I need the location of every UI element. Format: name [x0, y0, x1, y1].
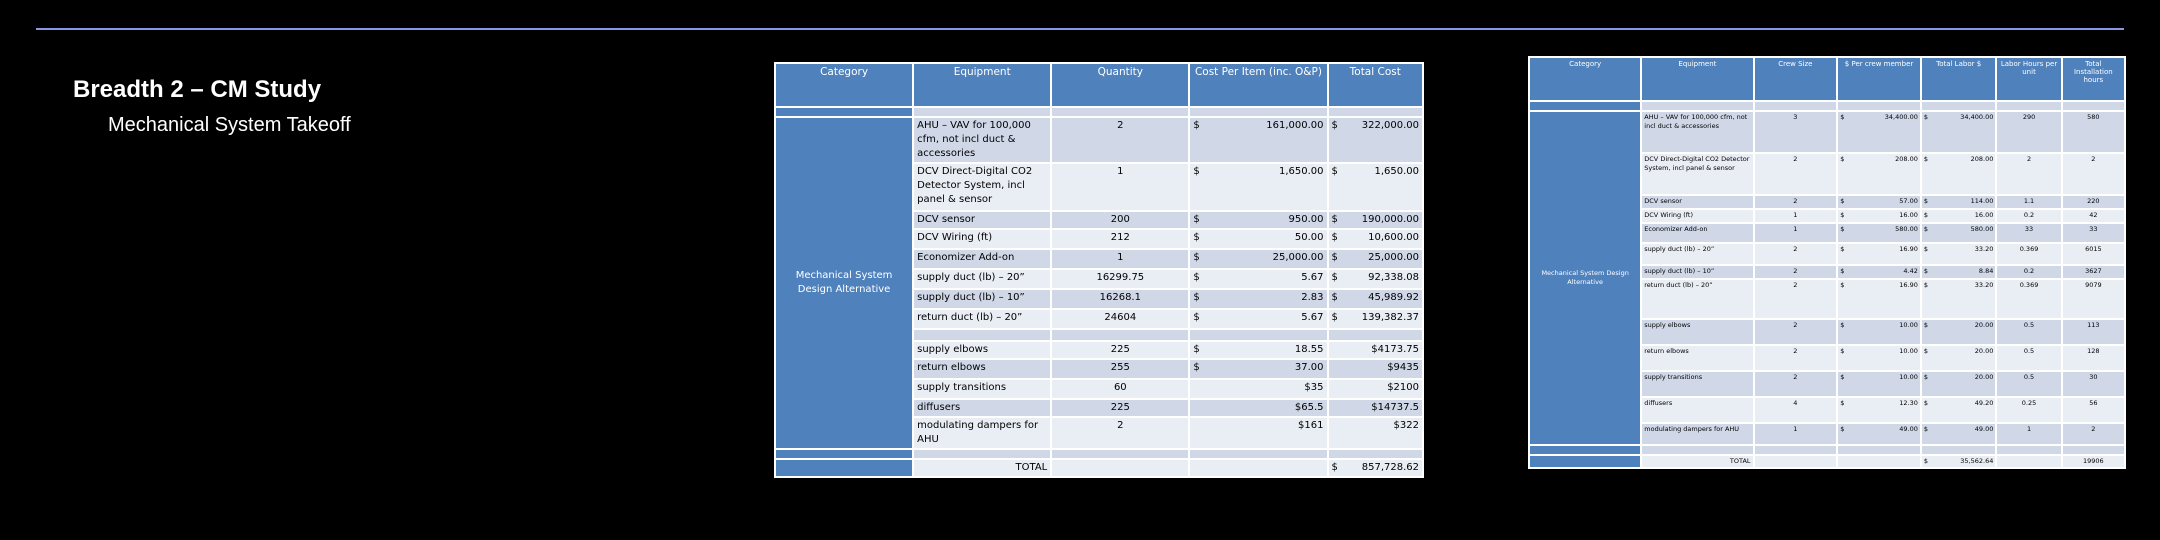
total-cost-cell	[1329, 270, 1423, 288]
per-crew-member-cell-amount: 12.30	[1899, 399, 1918, 407]
total-cost-cell	[1329, 400, 1423, 416]
total-labor-cell	[1922, 398, 1996, 422]
cost-per-item-cell	[1190, 164, 1326, 210]
header-cost-per-item: Cost Per Item (inc. O&P)	[1190, 64, 1326, 106]
equipment-cell: supply elbows	[914, 342, 1050, 358]
spacer-cell	[1190, 330, 1326, 340]
header-per-crew-member: $ Per crew member	[1838, 58, 1920, 100]
per-crew-member-cell-amount: 10.00	[1899, 373, 1918, 381]
cost-per-item-cell-amount: 25,000.00	[1272, 252, 1324, 263]
total-labor-cell	[1922, 280, 1996, 318]
total-cost-cell-amount: 139,382.37	[1361, 312, 1419, 323]
cost-per-item-cell	[1190, 360, 1326, 378]
total-cost-cell-amount: 322,000.00	[1361, 120, 1419, 131]
per-crew-member-cell-amount: 34,400.00	[1884, 113, 1918, 121]
crew-size-cell: 2	[1755, 154, 1837, 194]
per-crew-member-cell	[1838, 112, 1920, 152]
quantity-cell: 2	[1052, 118, 1188, 162]
cost-per-item-cell-amount: $35	[1304, 382, 1324, 393]
equipment-cell: supply duct (lb) – 20”	[1642, 244, 1752, 264]
total-labor-cell	[1922, 196, 1996, 208]
labor-hours-per-unit-cell: 0.369	[1997, 280, 2060, 318]
header-category: Category	[776, 64, 912, 106]
total-cost-cell-currency: $	[1331, 312, 1338, 323]
labor-hours-per-unit-cell: 1.1	[1997, 196, 2060, 208]
total-labor-cell-amount: 20.00	[1974, 347, 1994, 355]
total-empty-cell	[1755, 456, 1837, 467]
spacer-cell	[2063, 102, 2124, 110]
total-cost-cell-amount: $9435	[1387, 362, 1419, 373]
spacer-cell	[914, 330, 1050, 340]
equipment-cell: AHU – VAV for 100,000 cfm, not incl duct & accessories	[1642, 112, 1752, 152]
total-label: TOTAL	[1642, 456, 1752, 467]
equipment-cell: return duct (lb) – 20”	[914, 310, 1050, 328]
labor-hours-per-unit-cell: 0.369	[1997, 244, 2060, 264]
total-cost-cell-currency: $	[1331, 232, 1338, 243]
crew-size-cell: 3	[1755, 112, 1837, 152]
per-crew-member-cell-amount: 49.00	[1899, 425, 1918, 433]
spacer-cell	[776, 108, 912, 116]
total-cost-cell	[1329, 250, 1423, 268]
total-labor-cell-amount: 49.00	[1974, 425, 1994, 433]
cost-per-item-cell-amount: 1,650.00	[1278, 166, 1324, 177]
labor-hours-per-unit-cell: 0.25	[1997, 398, 2060, 422]
per-crew-member-cell-amount: 16.00	[1899, 211, 1918, 219]
per-crew-member-cell-amount: 580.00	[1895, 225, 1918, 233]
per-crew-member-cell	[1838, 280, 1920, 318]
quantity-cell: 2	[1052, 418, 1188, 448]
spacer-cell	[914, 108, 1050, 116]
cost-per-item-cell-amount: 161,000.00	[1266, 120, 1324, 131]
total-cost-cell	[1329, 290, 1423, 308]
cost-per-item-cell-currency: $	[1193, 252, 1200, 263]
quantity-cell: 1	[1052, 250, 1188, 268]
crew-size-cell: 2	[1755, 196, 1837, 208]
total-labor-cell	[1922, 154, 1996, 194]
total-cost-cell	[1329, 418, 1423, 448]
quantity-cell: 60	[1052, 380, 1188, 398]
spacer-cell	[1329, 108, 1423, 116]
labor-hours-per-unit-cell: 0.5	[1997, 372, 2060, 396]
spacer-cell	[2063, 446, 2124, 454]
per-crew-member-cell-amount: 208.00	[1895, 155, 1918, 163]
total-hours-cell: 42	[2063, 210, 2124, 222]
per-crew-member-cell-currency: $	[1840, 211, 1845, 219]
total-labor-value-cell-amount: 35,562.64	[1960, 457, 1994, 465]
spacer-row	[1530, 446, 2124, 454]
total-cost-cell-currency: $	[1331, 166, 1338, 177]
spacer-cell	[1052, 450, 1188, 458]
labor-hours-per-unit-cell: 33	[1997, 224, 2060, 242]
category-cell: Mechanical System Design Alternative	[1530, 112, 1640, 444]
header-total-cost: Total Cost	[1329, 64, 1423, 106]
crew-size-cell: 2	[1755, 372, 1837, 396]
total-labor-value-cell	[1922, 456, 1996, 467]
equipment-cell: DCV Wiring (ft)	[1642, 210, 1752, 222]
title-rule	[36, 28, 2124, 30]
labor-hours-per-unit-cell: 0.2	[1997, 266, 2060, 278]
quantity-cell: 24604	[1052, 310, 1188, 328]
total-cost-cell-currency: $	[1331, 252, 1338, 263]
equipment-cell: supply elbows	[1642, 320, 1752, 344]
equipment-cell: Economizer Add-on	[914, 250, 1050, 268]
spacer-cell	[1755, 446, 1837, 454]
equipment-cell: DCV sensor	[1642, 196, 1752, 208]
cost-per-item-cell	[1190, 310, 1326, 328]
total-value-cell-currency: $	[1331, 462, 1338, 473]
equipment-cell: diffusers	[1642, 398, 1752, 422]
total-hours-cell: 580	[2063, 112, 2124, 152]
total-labor-cell-currency: $	[1923, 373, 1929, 381]
per-crew-member-cell-amount: 10.00	[1899, 321, 1918, 329]
total-labor-cell-currency: $	[1923, 425, 1929, 433]
total-cost-cell	[1329, 310, 1423, 328]
total-cost-cell-amount: $2100	[1387, 382, 1419, 393]
per-crew-member-cell-currency: $	[1840, 281, 1845, 289]
spacer-cell	[1190, 108, 1326, 116]
spacer-cell	[1530, 446, 1640, 454]
per-crew-member-cell-amount: 4.42	[1903, 267, 1918, 275]
per-crew-member-cell	[1838, 266, 1920, 278]
total-labor-cell-amount: 20.00	[1974, 373, 1994, 381]
per-crew-member-cell	[1838, 196, 1920, 208]
cost-per-item-cell-amount: 18.55	[1294, 344, 1324, 355]
spacer-cell	[776, 450, 912, 458]
crew-size-cell: 2	[1755, 320, 1837, 344]
total-hours-cell: 2	[2063, 154, 2124, 194]
total-cost-cell-amount: 10,600.00	[1368, 232, 1419, 243]
total-hours-cell: 6015	[2063, 244, 2124, 264]
cost-per-item-cell-currency: $	[1193, 214, 1200, 225]
equipment-cell: return duct (lb) – 20”	[1642, 280, 1752, 318]
per-crew-member-cell	[1838, 424, 1920, 444]
cost-per-item-cell-amount: 5.67	[1301, 312, 1324, 323]
spacer-cell	[1052, 330, 1188, 340]
total-hours-cell: 128	[2063, 346, 2124, 370]
total-cost-cell-amount: 25,000.00	[1368, 252, 1419, 263]
per-crew-member-cell-currency: $	[1840, 245, 1845, 253]
total-cost-cell-currency: $	[1331, 272, 1338, 283]
crew-size-cell: 1	[1755, 424, 1837, 444]
spacer-cell	[1922, 102, 1996, 110]
total-labor-cell-amount: 20.00	[1974, 321, 1994, 329]
per-crew-member-cell	[1838, 224, 1920, 242]
cost-per-item-cell-currency: $	[1193, 166, 1200, 177]
total-hours-value: 19906	[2063, 456, 2124, 467]
total-cost-cell-currency: $	[1331, 214, 1338, 225]
total-labor-cell-currency: $	[1923, 225, 1929, 233]
total-labor-cell-amount: 8.84	[1978, 267, 1994, 275]
per-crew-member-cell-currency: $	[1840, 399, 1845, 407]
per-crew-member-cell-currency: $	[1840, 347, 1845, 355]
total-hours-cell: 2	[2063, 424, 2124, 444]
per-crew-member-cell-currency: $	[1840, 373, 1845, 381]
total-labor-cell-currency: $	[1923, 155, 1929, 163]
per-crew-member-cell-currency: $	[1840, 425, 1845, 433]
total-cost-cell	[1329, 380, 1423, 398]
total-labor-cell-amount: 33.20	[1974, 245, 1994, 253]
quantity-cell: 212	[1052, 230, 1188, 248]
equipment-cell: return elbows	[914, 360, 1050, 378]
quantity-cell: 255	[1052, 360, 1188, 378]
total-labor-cell-currency: $	[1923, 197, 1929, 205]
per-crew-member-cell-currency: $	[1840, 197, 1845, 205]
total-hours-cell: 9079	[2063, 280, 2124, 318]
equipment-cell: diffusers	[914, 400, 1050, 416]
quantity-cell: 225	[1052, 342, 1188, 358]
crew-size-cell: 2	[1755, 280, 1837, 318]
crew-size-cell: 4	[1755, 398, 1837, 422]
cost-table	[774, 62, 1424, 478]
total-labor-cell-currency: $	[1923, 267, 1929, 275]
total-labor-cell-amount: 49.20	[1974, 399, 1994, 407]
cost-per-item-cell-amount: 950.00	[1288, 214, 1324, 225]
equipment-cell: modulating dampers for AHU	[914, 418, 1050, 448]
spacer-cell	[1642, 102, 1752, 110]
spacer-cell	[1190, 450, 1326, 458]
cost-per-item-cell	[1190, 400, 1326, 416]
per-crew-member-cell	[1838, 320, 1920, 344]
equipment-cell: DCV Wiring (ft)	[914, 230, 1050, 248]
labor-table	[1528, 56, 2126, 469]
total-cost-cell-amount: 190,000.00	[1361, 214, 1419, 225]
total-category-cell	[776, 460, 912, 476]
cost-per-item-cell-currency: $	[1193, 344, 1200, 355]
total-labor-cell	[1922, 320, 1996, 344]
labor-hours-per-unit-cell: 0.5	[1997, 320, 2060, 344]
header-total-installation-hours: Total Installation hours	[2063, 58, 2124, 100]
cost-per-item-cell	[1190, 212, 1326, 228]
total-row	[776, 460, 1422, 476]
spacer-cell	[1052, 108, 1188, 116]
spacer-cell	[1838, 102, 1920, 110]
total-labor-cell-currency: $	[1923, 113, 1929, 121]
table-row	[1530, 112, 2124, 152]
slide-title: Breadth 2 – CM Study	[73, 76, 322, 103]
header-quantity: Quantity	[1052, 64, 1188, 106]
total-hours-cell: 113	[2063, 320, 2124, 344]
per-crew-member-cell	[1838, 372, 1920, 396]
per-crew-member-cell-amount: 16.90	[1899, 281, 1918, 289]
cost-per-item-cell	[1190, 230, 1326, 248]
cost-per-item-cell	[1190, 118, 1326, 162]
per-crew-member-cell-currency: $	[1840, 321, 1845, 329]
quantity-cell: 1	[1052, 164, 1188, 210]
cost-per-item-cell	[1190, 380, 1326, 398]
total-labor-cell-amount: 33.20	[1974, 281, 1994, 289]
total-labor-cell	[1922, 424, 1996, 444]
total-cost-cell-currency: $	[1331, 292, 1338, 303]
spacer-row	[1530, 102, 2124, 110]
equipment-cell: modulating dampers for AHU	[1642, 424, 1752, 444]
total-cost-cell-amount: 45,989.92	[1368, 292, 1419, 303]
total-cost-cell	[1329, 342, 1423, 358]
total-labor-cell-amount: 114.00	[1970, 197, 1994, 205]
quantity-cell: 16268.1	[1052, 290, 1188, 308]
total-labor-cell-currency: $	[1923, 399, 1929, 407]
total-cost-cell-currency: $	[1331, 120, 1338, 131]
total-labor-cell	[1922, 244, 1996, 264]
total-labor-cell	[1922, 210, 1996, 222]
per-crew-member-cell	[1838, 346, 1920, 370]
table-row	[776, 118, 1422, 162]
spacer-row	[776, 450, 1422, 458]
spacer-cell	[1755, 102, 1837, 110]
labor-hours-per-unit-cell: 2	[1997, 154, 2060, 194]
total-hours-cell: 220	[2063, 196, 2124, 208]
total-cost-cell-amount: $14737.5	[1371, 402, 1419, 413]
quantity-cell: 200	[1052, 212, 1188, 228]
header-equipment: Equipment	[1642, 58, 1752, 100]
total-labor-value-cell-currency: $	[1923, 457, 1929, 465]
total-labor-cell-amount: 580.00	[1970, 225, 1994, 233]
total-category-cell	[1530, 456, 1640, 467]
header-labor-hours-per-unit: Labor Hours per unit	[1997, 58, 2060, 100]
labor-hours-per-unit-cell: 0.5	[1997, 346, 2060, 370]
total-hours-cell: 56	[2063, 398, 2124, 422]
spacer-cell	[1997, 446, 2060, 454]
cost-per-item-cell-currency: $	[1193, 362, 1200, 373]
crew-size-cell: 2	[1755, 266, 1837, 278]
total-row	[1530, 456, 2124, 467]
per-crew-member-cell-currency: $	[1840, 113, 1845, 121]
equipment-cell: supply duct (lb) – 10”	[914, 290, 1050, 308]
per-crew-member-cell-currency: $	[1840, 155, 1845, 163]
equipment-cell: DCV Direct-Digital CO2 Detector System, incl panel & sensor	[914, 164, 1050, 210]
equipment-cell: DCV sensor	[914, 212, 1050, 228]
cost-per-item-cell	[1190, 342, 1326, 358]
total-labor-cell	[1922, 346, 1996, 370]
spacer-row	[776, 108, 1422, 116]
header-crew-size: Crew Size	[1755, 58, 1837, 100]
total-empty-cell	[1997, 456, 2060, 467]
total-hours-cell: 33	[2063, 224, 2124, 242]
per-crew-member-cell-currency: $	[1840, 225, 1845, 233]
total-cost-cell	[1329, 230, 1423, 248]
total-labor-cell-amount: 208.00	[1970, 155, 1994, 163]
total-empty-cell	[1052, 460, 1188, 476]
total-cost-cell-amount: $322	[1393, 420, 1419, 431]
total-cost-cell	[1329, 164, 1423, 210]
total-labor-cell	[1922, 224, 1996, 242]
spacer-cell	[1922, 446, 1996, 454]
cost-per-item-cell-amount: 37.00	[1294, 362, 1324, 373]
labor-hours-per-unit-cell: 0.2	[1997, 210, 2060, 222]
crew-size-cell: 2	[1755, 346, 1837, 370]
equipment-cell: return elbows	[1642, 346, 1752, 370]
labor-hours-per-unit-cell: 290	[1997, 112, 2060, 152]
cost-per-item-cell	[1190, 270, 1326, 288]
per-crew-member-cell-amount: 10.00	[1899, 347, 1918, 355]
total-labor-cell-currency: $	[1923, 347, 1929, 355]
total-value-cell-amount: 857,728.62	[1361, 462, 1419, 473]
total-hours-cell: 3627	[2063, 266, 2124, 278]
total-labor-cell-currency: $	[1923, 321, 1929, 329]
cost-table-header	[776, 64, 1422, 106]
total-empty-cell	[1190, 460, 1326, 476]
total-labor-cell-amount: 34,400.00	[1960, 113, 1994, 121]
total-labor-cell-currency: $	[1923, 211, 1929, 219]
equipment-cell: supply transitions	[914, 380, 1050, 398]
equipment-cell: supply duct (lb) – 20”	[914, 270, 1050, 288]
per-crew-member-cell-amount: 57.00	[1899, 197, 1918, 205]
per-crew-member-cell	[1838, 244, 1920, 264]
cost-per-item-cell-amount: 5.67	[1301, 272, 1324, 283]
labor-hours-per-unit-cell: 1	[1997, 424, 2060, 444]
equipment-cell: Economizer Add-on	[1642, 224, 1752, 242]
equipment-cell: supply duct (lb) – 10”	[1642, 266, 1752, 278]
total-value-cell	[1329, 460, 1423, 476]
slide-subtitle: Mechanical System Takeoff	[108, 114, 351, 136]
total-hours-cell: 30	[2063, 372, 2124, 396]
cost-per-item-cell	[1190, 250, 1326, 268]
spacer-cell	[1997, 102, 2060, 110]
cost-per-item-cell-currency: $	[1193, 232, 1200, 243]
per-crew-member-cell	[1838, 398, 1920, 422]
cost-per-item-cell-amount: $161	[1298, 420, 1324, 431]
category-cell: Mechanical System Design Alternative	[776, 118, 912, 448]
total-labor-cell	[1922, 266, 1996, 278]
header-total-labor: Total Labor $	[1922, 58, 1996, 100]
cost-per-item-cell-currency: $	[1193, 292, 1200, 303]
cost-per-item-cell-amount: 50.00	[1294, 232, 1324, 243]
cost-per-item-cell-amount: $65.5	[1294, 402, 1324, 413]
total-cost-cell	[1329, 360, 1423, 378]
quantity-cell: 16299.75	[1052, 270, 1188, 288]
header-equipment: Equipment	[914, 64, 1050, 106]
labor-table-header	[1530, 58, 2124, 100]
total-labor-cell-currency: $	[1923, 245, 1929, 253]
total-cost-cell	[1329, 212, 1423, 228]
cost-per-item-cell	[1190, 418, 1326, 448]
spacer-cell	[1642, 446, 1752, 454]
per-crew-member-cell-amount: 16.90	[1899, 245, 1918, 253]
cost-per-item-cell	[1190, 290, 1326, 308]
total-labor-cell-amount: 16.00	[1974, 211, 1994, 219]
crew-size-cell: 2	[1755, 244, 1837, 264]
spacer-cell	[914, 450, 1050, 458]
crew-size-cell: 1	[1755, 210, 1837, 222]
total-labor-cell	[1922, 372, 1996, 396]
equipment-cell: AHU – VAV for 100,000 cfm, not incl duct & accessories	[914, 118, 1050, 162]
total-cost-cell	[1329, 118, 1423, 162]
equipment-cell: DCV Direct-Digital CO2 Detector System, incl panel & sensor	[1642, 154, 1752, 194]
cost-per-item-cell-currency: $	[1193, 120, 1200, 131]
header-category: Category	[1530, 58, 1640, 100]
total-labor-cell	[1922, 112, 1996, 152]
cost-per-item-cell-currency: $	[1193, 312, 1200, 323]
total-labor-cell-currency: $	[1923, 281, 1929, 289]
crew-size-cell: 1	[1755, 224, 1837, 242]
spacer-cell	[1838, 446, 1920, 454]
cost-per-item-cell-currency: $	[1193, 272, 1200, 283]
cost-per-item-cell-amount: 2.83	[1301, 292, 1324, 303]
spacer-cell	[1329, 330, 1423, 340]
total-cost-cell-amount: $4173.75	[1371, 344, 1419, 355]
total-cost-cell-amount: 92,338.08	[1368, 272, 1419, 283]
spacer-cell	[1329, 450, 1423, 458]
per-crew-member-cell	[1838, 210, 1920, 222]
equipment-cell: supply transitions	[1642, 372, 1752, 396]
total-empty-cell	[1838, 456, 1920, 467]
per-crew-member-cell	[1838, 154, 1920, 194]
total-cost-cell-amount: 1,650.00	[1374, 166, 1419, 177]
quantity-cell: 225	[1052, 400, 1188, 416]
spacer-cell	[1530, 102, 1640, 110]
total-label: TOTAL	[914, 460, 1050, 476]
per-crew-member-cell-currency: $	[1840, 267, 1845, 275]
